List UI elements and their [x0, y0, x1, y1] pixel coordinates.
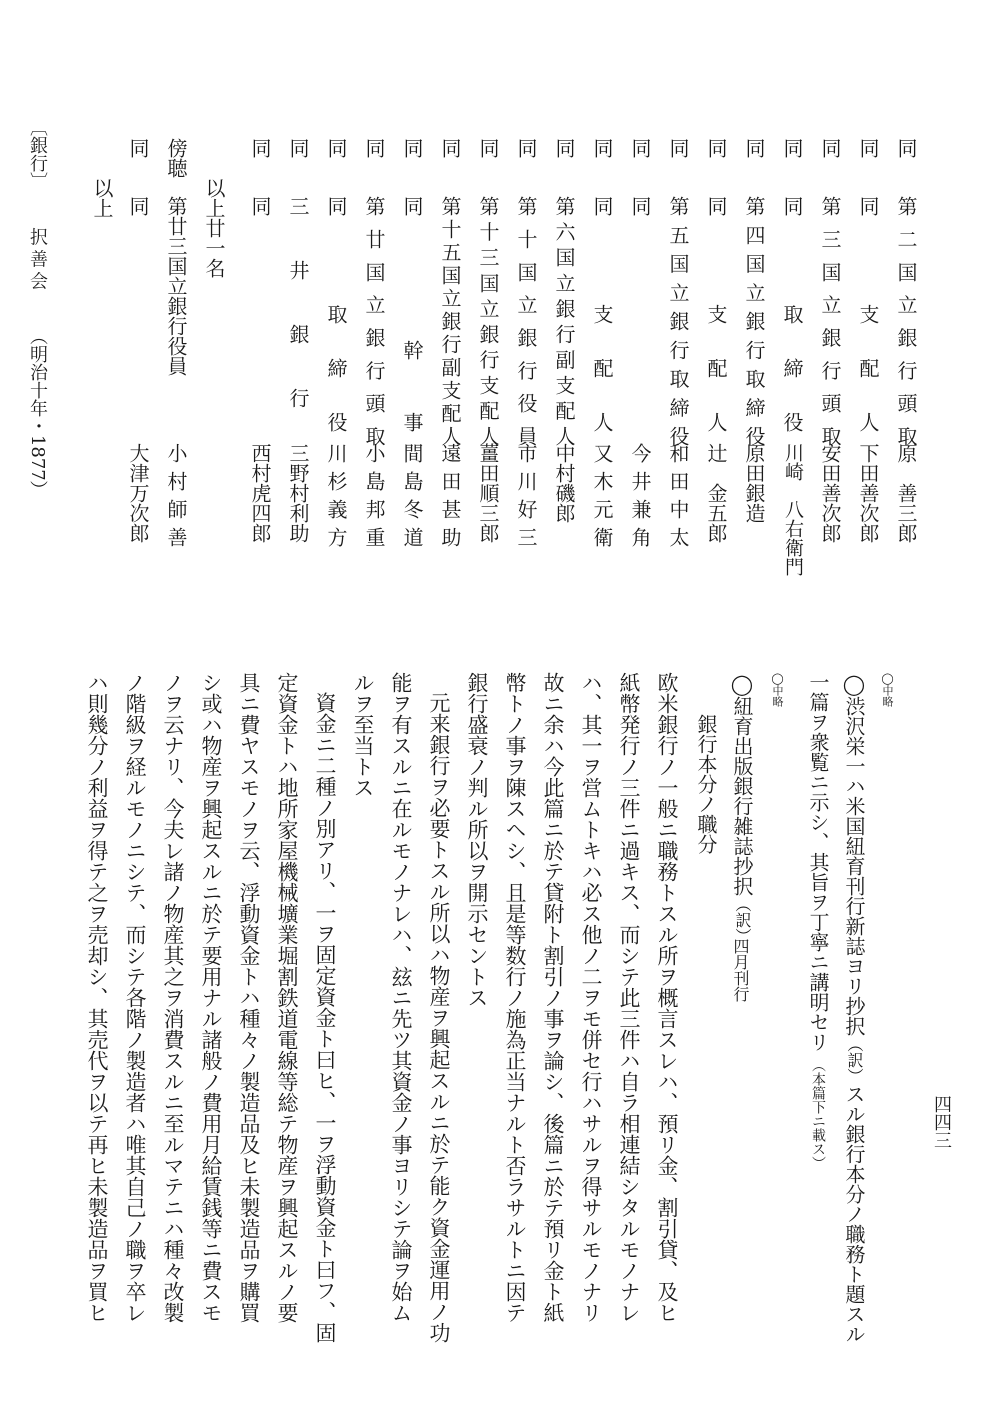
roster-name: 原田銀造 — [742, 443, 766, 523]
roster-role: 第十五国立銀行副支配人 — [438, 196, 462, 446]
roster-rank: 同 — [248, 138, 272, 162]
paragraph-line: 欧米銀行ノ一般ニ職務トスル所ヲ概言スレハ、預リ金、割引貸、及ヒ — [655, 672, 679, 1323]
roster-role: 第四国立銀行取締役 — [742, 196, 766, 446]
roster-name: 原 善三郎 — [894, 443, 918, 543]
roster-rank: 同 — [514, 138, 538, 162]
roster-name: 川杉義方 — [324, 443, 348, 555]
running-head — [28, 118, 46, 499]
omission-mark: ◯中略 — [881, 672, 894, 707]
roster-rank: 同 — [438, 138, 462, 162]
running-head-section: 〔銀行〕 — [27, 118, 48, 190]
roster-role: 第五国立銀行取締役 — [666, 196, 690, 446]
roster-row — [432, 138, 460, 598]
roster-rank: 同 — [818, 138, 842, 162]
roster-role: 同 — [628, 196, 652, 216]
end-mark: 以上 — [90, 178, 114, 218]
roster-role: 同 支配人 — [590, 196, 614, 446]
intro-line-2: 一篇ヲ衆覧ニ示シ、其旨ヲ丁寧ニ講明セリ（本篇下ニ載ス） — [806, 672, 830, 1170]
roster-role: 第三国立銀行頭取 — [818, 196, 842, 446]
source-ruby: （訳） — [733, 896, 752, 944]
roster-row — [774, 138, 802, 598]
roster-name: 間島冬道 — [400, 443, 424, 555]
roster-rank: 同 — [552, 138, 576, 162]
roster-row — [660, 138, 688, 598]
paragraph-line: 能ヲ有スルニ在ルモノナレハ、玆ニ先ツ其資金ノ事ヨリシテ論ヲ始ム — [389, 672, 413, 1323]
roster-rank: 同 — [476, 138, 500, 162]
observers-name: 小村師善 — [164, 443, 188, 555]
page-number: 四四三 — [931, 1095, 952, 1149]
roster-name: 又木元衛 — [590, 443, 614, 555]
roster-role: 第二国立銀行頭取 — [894, 196, 918, 446]
roster-rank: 同 — [780, 138, 804, 162]
roster-rank: 同 — [286, 138, 310, 162]
running-head-title: 択善会 — [27, 227, 48, 294]
roster-role: 同 幹事 — [400, 196, 424, 446]
roster-row — [698, 138, 726, 598]
roster-name: 和田中太 — [666, 443, 690, 555]
intro-note: （本篇下ニ載ス） — [810, 1058, 826, 1170]
paragraph-line: ハ、其一ヲ営ムトキハ必ス他ノ二ヲモ併セ行ハサルヲ得サルモノナリ — [579, 672, 603, 1323]
roster-row — [812, 138, 840, 598]
roster-rank: 同 — [628, 138, 652, 162]
observers-name2: 大津万次郎 — [126, 443, 150, 543]
roster-rank: 同 — [590, 138, 614, 162]
roster-name: 辻 金五郎 — [704, 443, 728, 543]
paragraph-line: 幣トノ事ヲ陳スヘシ、且是等数行ノ施為正当ナルト否ラサルトニ因テ — [503, 672, 527, 1323]
roster-rank: 同 — [324, 138, 348, 162]
roster-row — [736, 138, 764, 598]
article-heading: 銀行本分ノ職分 — [694, 714, 718, 854]
roster-row — [546, 138, 574, 598]
roster-row — [242, 138, 270, 598]
intro-line: ◯渋沢栄一ハ米国紐育刊行新誌ヨリ抄択（訳）スル銀行本分ノ職務ト題スル — [842, 672, 866, 1344]
paragraph-line: ノ階級ヲ経ルモノニシテ、而シテ各階ノ製造者ハ唯其自己ノ職ヲ卒レ — [123, 672, 147, 1323]
paragraph-line: 元来銀行ヲ必要トスル所以ハ物産ヲ興起スルニ於テ能ク資金運用ノ功 — [427, 692, 451, 1343]
roster-row — [622, 138, 650, 598]
roster-rank: 同 — [704, 138, 728, 162]
source-line: ◯紐育出版銀行雑誌抄択（訳） — [730, 672, 754, 944]
roster-row — [584, 138, 612, 598]
roster-rank: 同 — [362, 138, 386, 162]
roster-row — [318, 138, 346, 598]
roster-rank: 同 — [666, 138, 690, 162]
total-count: 以上廿一名 — [202, 178, 226, 278]
roster-name: 遠田甚助 — [438, 443, 462, 555]
roster-rank: 同 — [400, 138, 424, 162]
paragraph-line: 銀行盛衰ノ判ル所以ヲ開示セントス — [465, 672, 489, 1008]
paragraph-line: 故ニ余ハ今此篇ニ於テ貸附ト割引ノ事ヲ論シ、後篇ニ於テ預リ金ト紙 — [541, 672, 565, 1323]
roster-role: 第廿国立銀行頭取 — [362, 196, 386, 446]
roster-row — [508, 138, 536, 598]
observers-role2: 同 — [126, 196, 150, 216]
roster-name: 薑田順三郎 — [476, 443, 500, 543]
paragraph-line: 定資金トハ地所家屋機械壙業堀割鉄道電線等総テ物産ヲ興起スルノ要 — [275, 672, 299, 1323]
roster-name: 小島邦重 — [362, 443, 386, 555]
observers-role: 第廿三国立銀行役員 — [164, 196, 188, 376]
roster-role: 第十三国立銀行支配人 — [476, 196, 500, 446]
roster-rank: 同 — [894, 138, 918, 162]
roster-role: 第十国立銀行役員 — [514, 196, 538, 446]
roster-row — [470, 138, 498, 598]
roster-name: 安田善次郎 — [818, 443, 842, 543]
roster-role: 三井銀行 — [286, 196, 310, 446]
roster-name: 市川好三 — [514, 443, 538, 555]
roster-name: 中村磯郎 — [552, 443, 576, 523]
paragraph-line: 紙幣発行ノ三件ニ過キス、而シテ此三件ハ自ラ相連結シタルモノナレ — [617, 672, 641, 1323]
roster-role: 同 支配人 — [856, 196, 880, 446]
roster-name: 川崎 八右衛門 — [782, 443, 804, 576]
roster-name: 西村虎四郎 — [248, 443, 272, 543]
running-head-date: （明治十年・1877） — [27, 326, 48, 499]
roster-row — [888, 138, 916, 598]
paragraph-line: 具ニ費ヤスモノヲ云、浮動資金トハ種々ノ製造品及ヒ未製造品ヲ購買 — [237, 672, 261, 1323]
roster-role: 第六国立銀行副支配人 — [552, 196, 576, 446]
roster-name: 下田善次郎 — [856, 443, 880, 543]
paragraph-line: ルヲ至当トス — [351, 672, 375, 798]
roster-row — [394, 138, 422, 598]
observers-rank2: 同 — [126, 138, 150, 158]
roster-role: 同 取締役 — [324, 196, 348, 446]
source-date: 四月刊行 — [731, 938, 750, 1002]
omission-mark: ◯中略 — [771, 672, 784, 707]
paragraph-line: シ或ハ物産ヲ興起スルニ於テ要用ナル諸般ノ費用月給賃銭等ニ費スモ — [199, 672, 223, 1323]
roster-rank: 同 — [856, 138, 880, 162]
roster-name: 今井兼角 — [628, 443, 652, 555]
paragraph-line: ノヲ云ナリ、今夫レ諸ノ物産其之ヲ消費スルニ至ルマテニハ種々改製 — [161, 672, 185, 1323]
roster-role: 同 — [248, 196, 272, 216]
roster-name: 三野村利助 — [286, 443, 310, 543]
paragraph-line: 資金ニ二種ノ別アリ、一ヲ固定資金ト曰ヒ、一ヲ浮動資金ト曰フ、固 — [313, 692, 337, 1343]
paragraph-line: ハ則幾分ノ利益ヲ得テ之ヲ売却シ、其売代ヲ以テ再ヒ未製造品ヲ買ヒ — [85, 672, 109, 1323]
roster-row — [356, 138, 384, 598]
roster-row — [850, 138, 878, 598]
intro-ruby: （訳） — [845, 1036, 864, 1084]
observers-label: 傍聴 — [164, 138, 188, 178]
roster-role: 同 取締役 — [780, 196, 804, 446]
roster-rank: 同 — [742, 138, 766, 162]
roster-role: 同 支配人 — [704, 196, 728, 446]
roster-row — [280, 138, 308, 598]
